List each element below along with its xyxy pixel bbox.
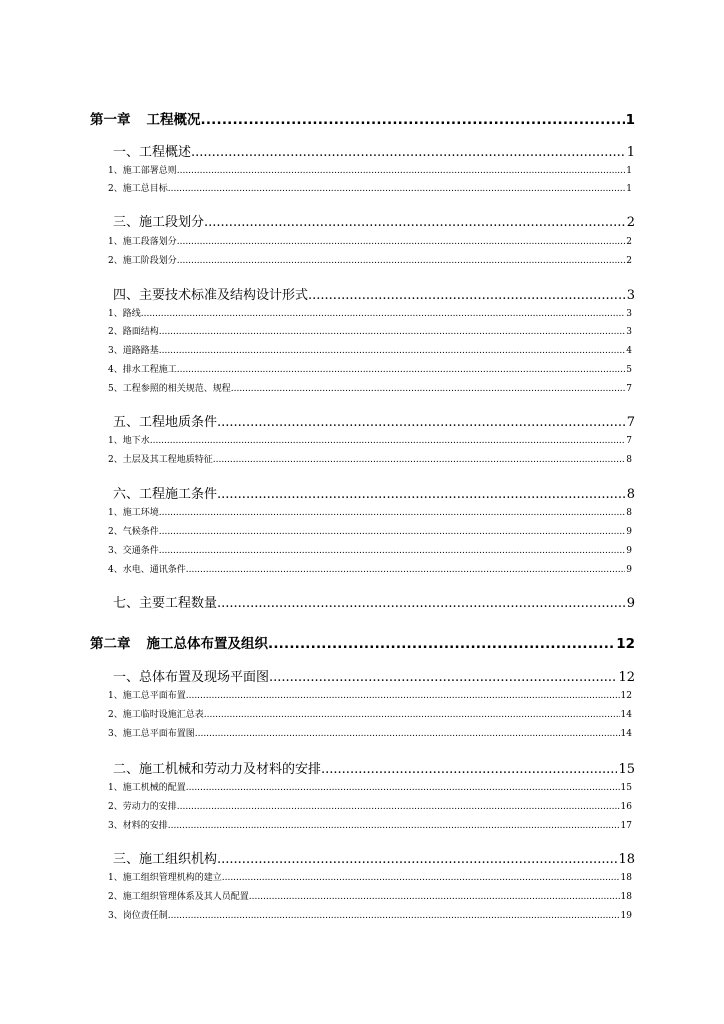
toc-leader	[186, 691, 620, 701]
toc-subsection-title: 1、施工部署总则	[108, 166, 177, 176]
toc-page-number: 14	[620, 729, 632, 739]
toc-page-number: 1	[625, 112, 635, 128]
toc-leader	[201, 112, 625, 128]
toc-subsection[interactable]	[108, 726, 632, 740]
toc-subsection-title: 2、路面结构	[108, 327, 159, 337]
toc-leader	[231, 384, 626, 394]
toc-section-title: 五、工程地质条件	[113, 415, 218, 430]
toc-section[interactable]	[108, 758, 635, 778]
toc-subsection-title: 1、施工段落划分	[108, 237, 177, 247]
toc-section[interactable]	[108, 211, 635, 231]
toc-leader	[159, 546, 626, 556]
toc-page-number: 12	[616, 636, 635, 652]
toc-section-title: 二、施工机械和劳动力及材料的安排	[113, 762, 322, 777]
toc-page-number: 18	[618, 852, 635, 867]
toc-leader	[191, 145, 626, 160]
toc-leader	[186, 565, 626, 575]
chapter-number: 第二章	[90, 636, 131, 652]
toc-subsection[interactable]	[108, 870, 632, 884]
toc-page-number: 2	[626, 256, 632, 266]
chapter-title: 施工总体布置及组织	[146, 636, 268, 652]
toc-subsection-title: 1、施工机械的配置	[108, 783, 186, 793]
toc-leader	[177, 256, 626, 266]
toc-subsection-title: 3、道路路基	[108, 346, 159, 356]
toc-page-number: 2	[626, 237, 632, 247]
toc-leader	[308, 288, 626, 303]
toc-leader	[269, 670, 617, 685]
toc-section-title: 三、施工组织机构	[113, 852, 218, 867]
toc-page-number: 4	[626, 346, 632, 356]
toc-leader	[141, 309, 626, 319]
toc-subsection-title: 2、施工总目标	[108, 184, 168, 194]
toc-leader	[159, 508, 626, 518]
toc-section-title: 六、工程施工条件	[113, 487, 218, 502]
toc-leader	[150, 436, 626, 446]
toc-subsection[interactable]	[108, 381, 632, 395]
toc-subsection-title: 3、岗位责任制	[108, 911, 168, 921]
toc-subsection[interactable]	[108, 362, 632, 376]
toc-subsection[interactable]	[108, 799, 632, 813]
toc-page-number: 18	[620, 892, 632, 902]
toc-page-number: 5	[626, 365, 632, 375]
toc-leader	[159, 527, 626, 537]
toc-leader	[213, 455, 626, 465]
toc-subsection[interactable]	[108, 163, 632, 177]
toc-page-number: 8	[626, 487, 635, 502]
toc-subsection-title: 2、气候条件	[108, 527, 159, 537]
toc-page-number: 3	[626, 288, 635, 303]
toc-leader	[177, 802, 620, 812]
toc-section[interactable]	[108, 848, 635, 868]
toc-leader	[217, 415, 626, 430]
toc-leader	[268, 636, 615, 652]
toc-page-number: 17	[620, 821, 632, 831]
toc-page-number: 12	[618, 670, 635, 685]
toc-subsection[interactable]	[108, 452, 632, 466]
toc-leader	[168, 184, 626, 194]
toc-subsection[interactable]	[108, 343, 632, 357]
toc-page-number: 1	[626, 166, 632, 176]
toc-page-number: 16	[620, 802, 632, 812]
toc-subsection-title: 2、施工组织管理体系及其人员配置	[108, 892, 249, 902]
toc-leader	[168, 911, 620, 921]
toc-section[interactable]	[108, 284, 635, 304]
toc-subsection[interactable]	[108, 253, 632, 267]
toc-section[interactable]	[108, 592, 635, 612]
toc-subsection-title: 2、土层及其工程地质特征	[108, 455, 213, 465]
toc-subsection[interactable]	[108, 908, 632, 922]
toc-page-number: 3	[626, 327, 632, 337]
toc-leader	[195, 729, 620, 739]
toc-page-number: 3	[626, 309, 632, 319]
toc-subsection-title: 3、交通条件	[108, 546, 159, 556]
toc-subsection-title: 2、施工阶段划分	[108, 256, 177, 266]
toc-subsection-title: 5、工程参照的相关规范、规程	[108, 384, 231, 394]
toc-subsection-title: 1、地下水	[108, 436, 150, 446]
toc-page-number: 12	[620, 691, 632, 701]
toc-subsection[interactable]	[108, 433, 632, 447]
toc-subsection-title: 1、施工组织管理机构的建立	[108, 873, 222, 883]
toc-subsection[interactable]	[108, 780, 632, 794]
toc-subsection[interactable]	[108, 562, 632, 576]
toc-subsection-title: 1、施工总平面布置	[108, 691, 186, 701]
toc-leader	[159, 346, 626, 356]
toc-leader	[217, 852, 617, 867]
toc-page-number: 9	[626, 527, 632, 537]
toc-leader	[177, 166, 626, 176]
toc-section-title: 一、总体布置及现场平面图	[113, 670, 270, 685]
toc-subsection-title: 2、施工临时设施汇总表	[108, 710, 204, 720]
toc-subsection[interactable]	[108, 306, 632, 320]
toc-subsection-title: 4、水电、通讯条件	[108, 565, 186, 575]
toc-page-number: 8	[626, 455, 632, 465]
toc-leader	[217, 487, 626, 502]
toc-page-number: 9	[626, 565, 632, 575]
toc-subsection-title: 3、材料的安排	[108, 821, 168, 831]
toc-subsection-title: 1、路线	[108, 309, 141, 319]
toc-leader	[222, 873, 620, 883]
toc-subsection-title: 2、劳动力的安排	[108, 802, 177, 812]
toc-page-number: 9	[626, 596, 635, 611]
toc-leader	[159, 327, 626, 337]
toc-subsection[interactable]	[108, 324, 632, 338]
toc-page-number: 18	[620, 873, 632, 883]
toc-subsection[interactable]	[108, 543, 632, 557]
toc-subsection-title: 3、施工总平面布置图	[108, 729, 195, 739]
toc-page-number: 9	[626, 546, 632, 556]
toc-page-number: 7	[626, 415, 635, 430]
toc-subsection[interactable]	[108, 688, 632, 702]
toc-page-number: 8	[626, 508, 632, 518]
toc-subsection[interactable]	[108, 889, 632, 903]
toc-leader	[204, 215, 626, 230]
toc-page-number: 14	[620, 710, 632, 720]
toc-page-number: 19	[620, 911, 632, 921]
toc-page-number: 1	[626, 184, 632, 194]
toc-leader	[217, 596, 626, 611]
toc-subsection[interactable]	[108, 234, 632, 248]
toc-page-number: 7	[626, 384, 632, 394]
toc-page-number: 1	[626, 145, 635, 160]
chapter-title: 工程概况	[146, 112, 201, 128]
toc-leader	[186, 783, 620, 793]
toc-page-number: 15	[618, 762, 635, 777]
toc-chapter-1[interactable]	[90, 108, 635, 128]
toc-leader	[321, 762, 617, 777]
chapter-number: 第一章	[90, 112, 131, 128]
toc-section[interactable]	[108, 483, 635, 503]
toc-section[interactable]	[108, 141, 635, 161]
toc-section-title: 四、主要技术标准及结构设计形式	[113, 288, 309, 303]
toc-section[interactable]	[108, 411, 635, 431]
toc-subsection[interactable]	[108, 707, 632, 721]
toc-section[interactable]	[108, 666, 635, 686]
toc-subsection[interactable]	[108, 181, 632, 195]
toc-chapter-2[interactable]	[90, 632, 635, 652]
toc-leader	[177, 365, 626, 375]
toc-leader	[168, 821, 620, 831]
toc-section-title: 一、工程概述	[113, 145, 192, 160]
toc-subsection-title: 4、排水工程施工	[108, 365, 177, 375]
toc-leader	[249, 892, 620, 902]
toc-subsection-title: 1、施工环境	[108, 508, 159, 518]
toc-subsection[interactable]	[108, 818, 632, 832]
toc-section-title: 七、主要工程数量	[113, 596, 218, 611]
toc-leader	[204, 710, 620, 720]
toc-subsection[interactable]	[108, 505, 632, 519]
toc-page-number: 15	[620, 783, 632, 793]
toc-subsection[interactable]	[108, 524, 632, 538]
toc-section-title: 三、施工段划分	[113, 215, 205, 230]
toc-page-number: 7	[626, 436, 632, 446]
toc-leader	[177, 237, 626, 247]
toc-page-number: 2	[626, 215, 635, 230]
